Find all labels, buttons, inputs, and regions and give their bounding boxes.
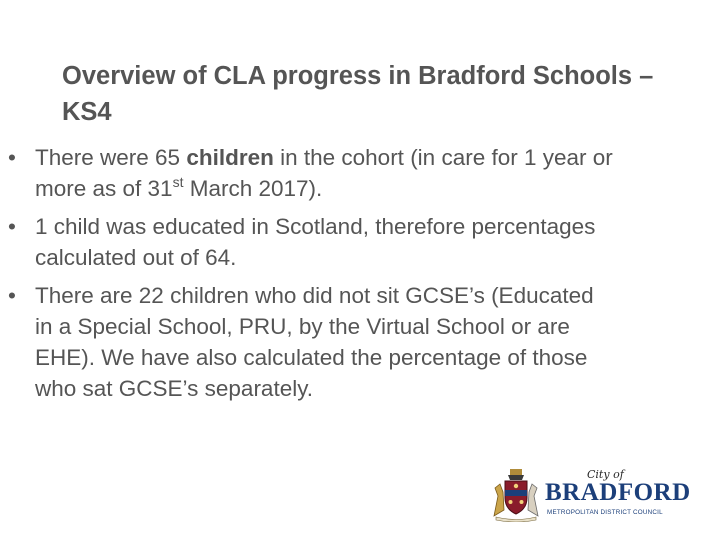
bullet-text: There were 65 — [35, 145, 187, 170]
bradford-council-logo — [488, 466, 691, 522]
bullet-list — [0, 142, 700, 411]
bullet-marker: • — [8, 145, 16, 170]
bullet-emphasis: children — [186, 145, 274, 170]
bullet-text: There are 22 children who did not sit GCSE’s (Educated in a Special School, PRU, by the Virtual School or are EHE). We have also calculated the percentage of those who sat GCSE’s separately. — [35, 283, 594, 401]
bullet-text: 1 child was educated in Scotland, therefore percentages calculated out of 64. — [35, 214, 596, 270]
bullet-marker: • — [8, 214, 16, 239]
coat-of-arms-icon — [488, 466, 544, 522]
slide-title: Overview of CLA progress in Bradford Schools – KS4 — [62, 62, 654, 126]
logo-name: BRADFORD — [545, 479, 691, 506]
logo-city-of: City of — [587, 468, 624, 481]
bullet-marker: • — [8, 283, 16, 308]
bullet-item — [0, 142, 615, 204]
logo-subtitle: METROPOLITAN DISTRICT COUNCIL — [547, 509, 663, 516]
bullet-text: March 2017). — [183, 176, 323, 201]
bullet-item — [0, 211, 615, 273]
bullet-item — [0, 280, 615, 404]
bullet-text: in the cohort (in care for 1 year or more as of 31 — [35, 145, 613, 201]
ordinal-suffix: st — [172, 173, 184, 190]
